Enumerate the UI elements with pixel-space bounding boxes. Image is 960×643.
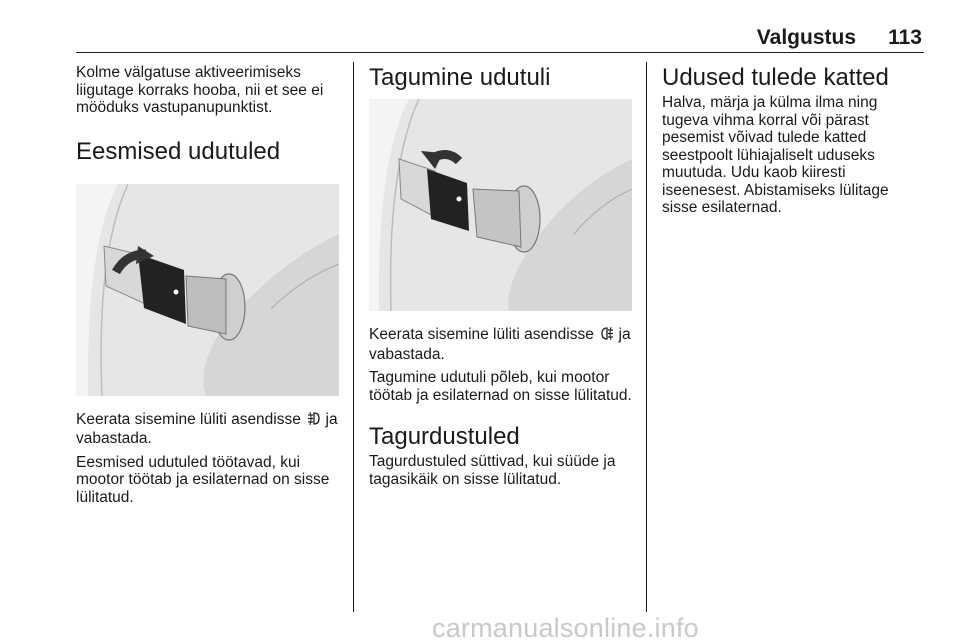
front-fog-paragraph: Eesmised udutuled töötavad, kui mootor töötab ja esilaternad on sisse lülitatud.: [76, 453, 330, 506]
misted-covers-paragraph: Halva, märja ja külma ilma ning tugeva vihma korral või pärast pesemist võivad tulede katted seestpoolt lühiajaliselt uduseks muutuda. Udu kaob kiiresti iseenesest. Abistamiseks lülitage sisse esilaternad.: [662, 94, 889, 216]
rear-fog-paragraph: Tagumine udutuli põleb, kui mootor töötab ja esilaternad on sisse lülitatud.: [369, 369, 632, 404]
rear-fog-instruction: [369, 326, 637, 363]
section-heading-rear-fog: Tagumine udutuli: [369, 64, 551, 91]
front-fog-switch-illustration: [76, 184, 339, 396]
section-heading-reversing-lights: Tagurdustuled: [369, 423, 520, 450]
column-left: [76, 64, 344, 506]
front-fog-light-icon: [307, 411, 321, 431]
column-divider: [353, 62, 354, 612]
section-heading-misted-covers: Udused tulede katted: [662, 64, 889, 91]
column-right: [662, 64, 930, 217]
rear-fog-instruction-text: Keerata sisemine lüliti asendisse: [369, 326, 594, 343]
reversing-lights-paragraph: Tagurdustuled süttivad, kui süüde ja tagasikäik on sisse lülitatud.: [369, 453, 616, 488]
rear-fog-switch-illustration: [369, 99, 632, 311]
front-fog-instruction: [76, 411, 344, 448]
rear-fog-light-icon: [600, 326, 614, 346]
column-divider: [646, 62, 647, 612]
header-rule: [76, 52, 924, 53]
watermark: carmanualsonline.info: [432, 613, 699, 643]
intro-paragraph: Kolme välgatuse aktiveerimiseks liigutage korraks hooba, nii et see ei mööduks vastupanupunktist.: [76, 64, 324, 116]
section-title: Valgustus: [756, 26, 856, 49]
rear-fog-instruction-suffix: ja vabastada.: [369, 326, 631, 363]
section-heading-front-fog: Eesmised udutuled: [76, 137, 281, 165]
front-fog-instruction-text: Keerata sisemine lüliti asendisse: [76, 410, 301, 428]
page-number: 113: [888, 26, 922, 49]
front-fog-instruction-suffix: ja vabastada.: [76, 410, 338, 447]
column-middle: [369, 64, 637, 488]
